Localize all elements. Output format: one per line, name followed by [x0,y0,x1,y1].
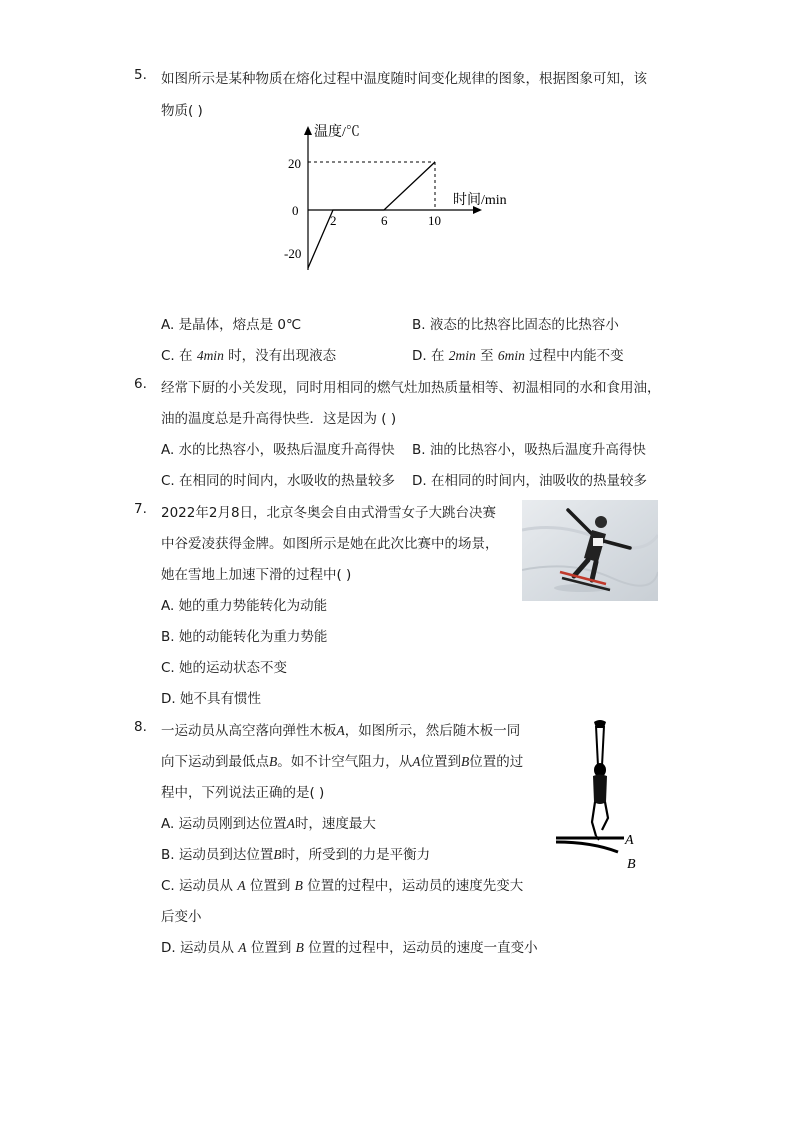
q8-option-b-post: 时，所受到的力是平衡力 [281,847,431,863]
q5-option-d-pre: D. 在 [412,348,449,364]
q8-line2-mid: 。如不计空气阻力，从 [277,754,413,770]
y-tick-0: 0 [292,203,299,218]
question-6-stem-line-2: 油的温度总是升高得快些．这是因为 ( ) [161,411,397,427]
q6-option-c[interactable]: C. 在相同的时间内，水吸收的热量较多 [161,473,396,489]
q8-line1-post: ，如图所示，然后随木板一同 [344,723,521,739]
q8-line2-post: 位置的过 [469,754,524,770]
q5-option-b[interactable]: B. 液态的比热容比固态的比热容小 [412,317,619,333]
q8-line2-var-b2: B [461,754,470,769]
q5-option-d-mid: 至 [475,348,498,364]
q8-option-c-mid: 位置到 [245,878,295,894]
q8-option-c[interactable] [161,874,523,894]
q8-option-c-post: 位置的过程中，运动员的速度先变大 [302,878,524,894]
q8-option-a-pre: A. 运动员刚到达位置 [161,816,287,832]
q7-option-d[interactable]: D. 她不具有惯性 [161,691,261,707]
question-8-stem-line-3: 程中，下列说法正确的是( ) [161,785,325,801]
q8-option-d-var-2: B [295,940,304,955]
q8-line2-mid2: 位置到 [420,754,461,770]
q5-option-c[interactable] [161,344,336,364]
q5-option-d-post: 过程中内能不变 [524,348,624,364]
q5-option-c-pre: C. 在 [161,348,197,364]
q6-option-a[interactable]: A. 水的比热容小，吸热后温度升高得快 [161,442,395,458]
q8-option-a-post: 时，速度最大 [294,816,376,832]
q8-option-d-post: 位置的过程中，运动员的速度一直变小 [303,940,538,956]
q8-line1-pre: 一运动员从高空落向弹性木板 [161,723,337,739]
temperature-time-graph [270,118,530,278]
q5-option-a[interactable]: A. 是晶体，熔点是 0℃ [161,317,302,333]
question-7-stem-line-1: 2022年2月8日，北京冬奥会自由式滑雪女子大跳台决赛 [161,505,497,521]
q8-option-a-var: A [286,816,295,831]
q5-option-d-value-2: 6min [497,348,525,363]
q8-option-b[interactable] [161,843,430,863]
q8-option-c-var-2: B [294,878,303,893]
question-6-number: 6. [134,376,147,392]
q8-option-d-var-1: A [238,940,247,955]
question-5-stem-line-2: 物质( ) [161,103,203,119]
q5-option-c-value: 4min [196,348,224,363]
label-a: A [625,833,634,848]
q8-option-b-var: B [273,847,282,862]
question-8-number: 8. [134,719,147,735]
q7-option-c[interactable]: C. 她的运动状态不变 [161,660,288,676]
q8-option-c-pre: C. 运动员从 [161,878,238,894]
label-b: B [627,857,636,872]
q8-option-d-pre: D. 运动员从 [161,940,239,956]
q8-line2-pre: 向下运动到最低点 [161,754,269,770]
question-8-stem-line-2 [161,750,523,770]
x-axis-label: 时间/min [453,193,507,208]
y-tick-neg20: -20 [284,246,302,261]
skier-photo [522,500,658,601]
q7-option-b[interactable]: B. 她的动能转化为重力势能 [161,629,328,645]
melting-curve [308,162,435,268]
q7-option-a[interactable]: A. 她的重力势能转化为动能 [161,598,328,614]
question-6-stem-line-1: 经常下厨的小关发现，同时用相同的燃气灶加热质量相等、初温相同的水和食用油， [161,380,661,396]
q8-option-c-var-1: A [237,878,246,893]
q8-option-d[interactable] [161,936,538,956]
q8-line1-var-a: A [336,723,345,738]
q6-option-d[interactable]: D. 在相同的时间内，油吸收的热量较多 [412,473,647,489]
q8-line2-var-b: B [269,754,278,769]
x-tick-6: 6 [381,213,388,228]
y-tick-20: 20 [288,156,301,171]
q8-option-b-pre: B. 运动员到达位置 [161,847,274,863]
q5-option-d-value-1: 2min [448,348,476,363]
diver-springboard-figure [552,718,652,873]
q8-option-a[interactable] [161,812,376,832]
x-tick-10: 10 [428,213,441,228]
question-7-stem-line-2: 中谷爱凌获得金牌。如图所示是她在此次比赛中的场景， [161,536,499,552]
q5-option-d[interactable] [412,344,624,364]
q8-line2-var-a: A [412,754,421,769]
y-axis-label: 温度/℃ [314,125,360,140]
x-tick-2: 2 [330,213,337,228]
q5-option-c-post: 时，没有出现液态 [223,348,337,364]
q8-option-c-continuation: 后变小 [161,909,202,925]
question-5-number: 5. [134,67,147,83]
question-8-stem-line-1 [161,719,520,739]
question-5-stem-line-1: 如图所示是某种物质在熔化过程中温度随时间变化规律的图象，根据图象可知，该 [161,71,647,87]
question-7-number: 7. [134,501,147,517]
q6-option-b[interactable]: B. 油的比热容小，吸热后温度升高得快 [412,442,646,458]
q8-option-d-mid: 位置到 [246,940,296,956]
question-7-stem-line-3: 她在雪地上加速下滑的过程中( ) [161,567,352,583]
